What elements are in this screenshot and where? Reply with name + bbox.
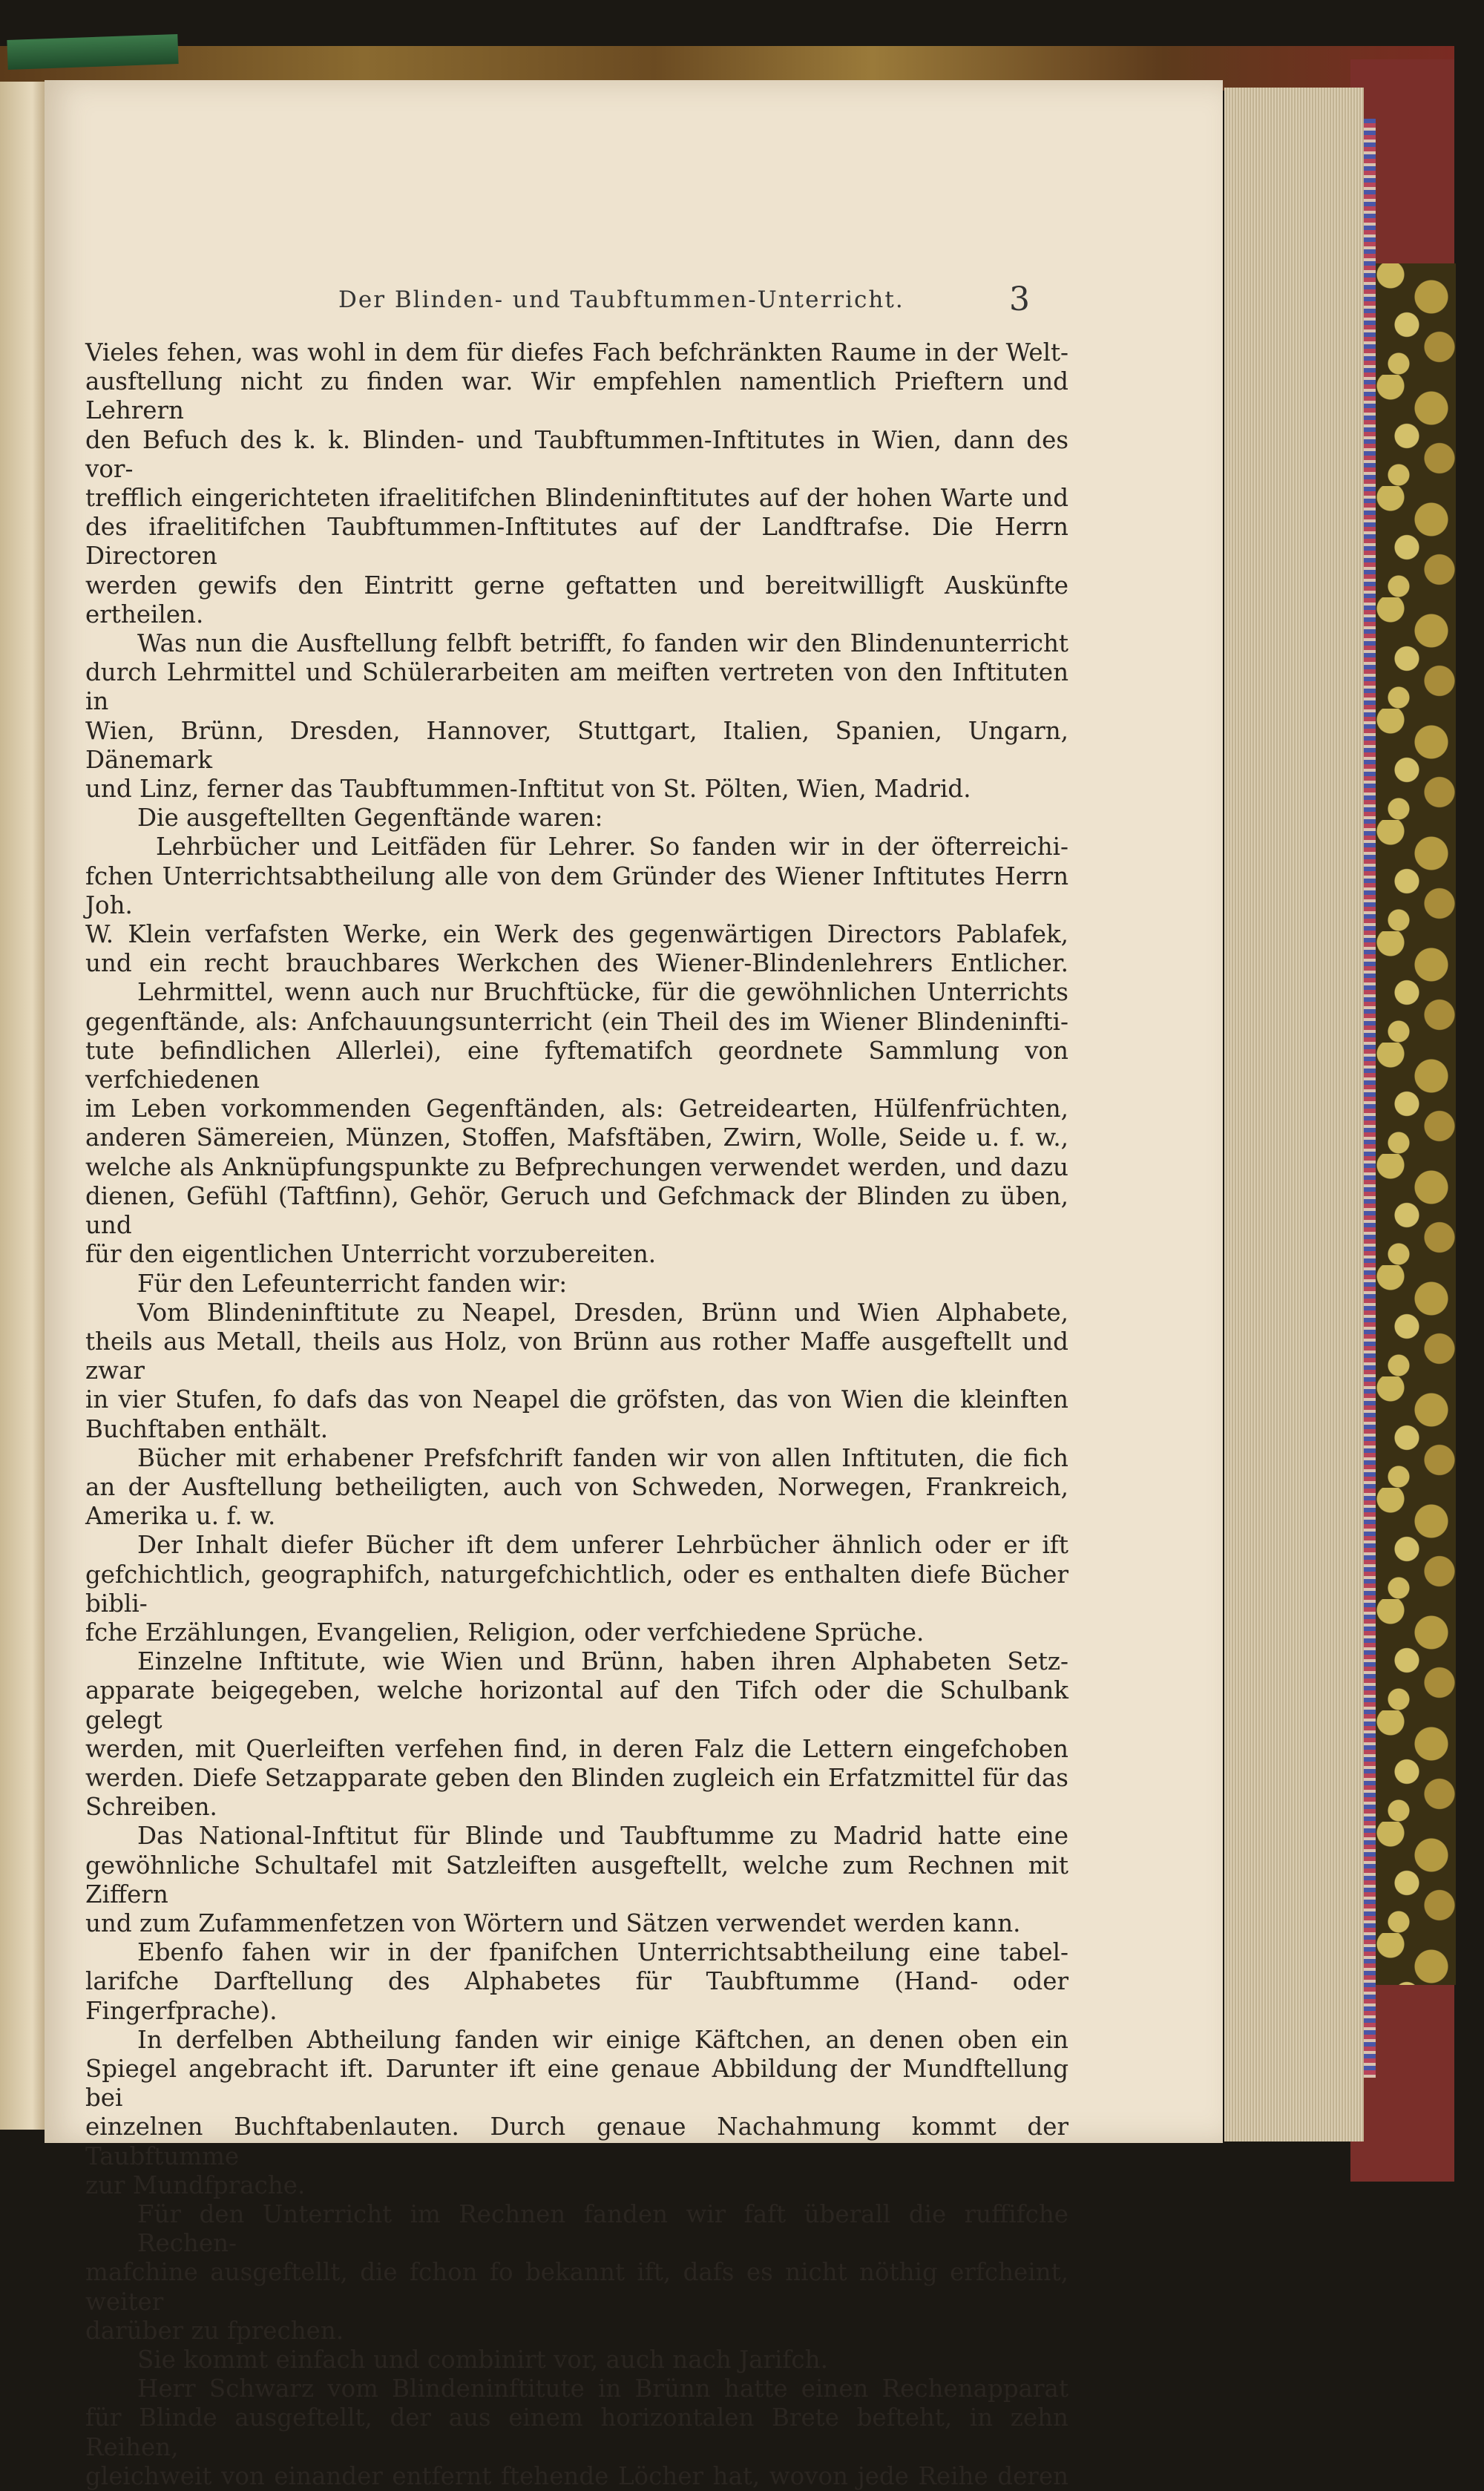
text-line: Bücher mit erhabener Prefsfchrift fanden wir von allen Inftituten, die fich bbox=[137, 1443, 1068, 1472]
page-edge-color-stripe bbox=[1362, 119, 1376, 2078]
text-line: Spiegel angebracht ift. Darunter ift eine genaue Abbildung der Mundftellung bei bbox=[85, 2054, 1068, 2113]
text-line: Buchftaben enthält. bbox=[85, 1414, 329, 1443]
text-line: und zum Zufammenfetzen von Wörtern und Sätzen verwendet werden kann. bbox=[85, 1909, 1021, 1937]
marbled-endpaper bbox=[1374, 263, 1456, 1985]
text-line: und Linz, ferner das Taubftummen-Inftitut von St. Pölten, Wien, Madrid. bbox=[85, 775, 971, 804]
text-line: Für den Unterricht im Rechnen fanden wir faft überall die ruffifche Rechen- bbox=[137, 2200, 1068, 2258]
text-line: Schreiben. bbox=[85, 1793, 217, 1822]
text-line: werden. Diefe Setzapparate geben den Blinden zugleich ein Erfatzmittel für das bbox=[85, 1763, 1068, 1792]
text-line: werden gewifs den Eintritt gerne geftatten und bereitwilligft Auskünfte ertheilen. bbox=[85, 571, 1068, 629]
left-page-edge bbox=[0, 82, 46, 2130]
text-line: durch Lehrmittel und Schülerarbeiten am meiften vertreten von den Inftituten in bbox=[85, 658, 1068, 716]
text-line: Herr Schwarz vom Blindeninftitute in Brünn hatte einen Rechenapparat bbox=[137, 2375, 1068, 2403]
text-line: welche als Anknüpfungspunkte zu Befprechungen verwendet werden, und dazu bbox=[85, 1152, 1068, 1181]
text-line: Was nun die Ausftellung felbft betrifft, fo fanden wir den Blindenunterricht bbox=[137, 629, 1068, 658]
text-line: mafchine ausgeftellt, die fchon fo bekannt ift, dafs es nicht nöthig erfcheint, weiter bbox=[85, 2258, 1068, 2316]
text-line: und ein recht brauchbares Werkchen des Wiener-Blindenlehrers Entlicher. bbox=[85, 949, 1068, 978]
text-line: gegenftände, als: Anfchauungsunterricht (ein Theil des im Wiener Blindeninfti- bbox=[85, 1007, 1068, 1036]
text-line: Die ausgeftellten Gegenftände waren: bbox=[137, 804, 603, 833]
text-line: In derfelben Abtheilung fanden wir einige Käftchen, an denen oben ein bbox=[137, 2025, 1068, 2054]
text-line: larifche Darftellung des Alphabetes für Taubftumme (Hand- oder Fingerfprache). bbox=[85, 1967, 1068, 2025]
text-line: gewöhnliche Schultafel mit Satzleiften ausgeftellt, welche zum Rechnen mit Ziffern bbox=[85, 1851, 1068, 1909]
text-line: für Blinde ausgeftellt, der aus einem horizontalen Brete befteht, in zehn Reihen, bbox=[85, 2403, 1068, 2461]
text-line: des ifraelitifchen Taubftummen-Inftitutes auf der Landftrafse. Die Herrn Directoren bbox=[85, 513, 1068, 571]
text-line: zur Mundfprache. bbox=[85, 2170, 306, 2199]
text-line: den Befuch des k. k. Blinden- und Taubftummen-Inftitutes in Wien, dann des vor- bbox=[85, 425, 1068, 483]
text-line: trefflich eingerichteten ifraelitifchen Blindeninftitutes auf der hohen Warte und bbox=[85, 484, 1068, 513]
text-line: an der Ausftellung betheiligten, auch von Schweden, Norwegen, Frankreich, bbox=[85, 1472, 1068, 1501]
body-text bbox=[85, 338, 1068, 2491]
text-line: gefchichtlich, geographifch, naturgefchichtlich, oder es enthalten diefe Bücher bibli- bbox=[85, 1560, 1068, 1618]
text-line: apparate beigegeben, welche horizontal auf den Tifch oder die Schulbank gelegt bbox=[85, 1676, 1068, 1734]
bookmark-ribbon bbox=[7, 34, 178, 70]
text-line: in vier Stufen, fo dafs das von Neapel die gröfsten, das von Wien die kleinften bbox=[85, 1385, 1068, 1414]
text-line: Ebenfo fahen wir in der fpanifchen Unterrichtsabtheilung eine tabel- bbox=[137, 1938, 1068, 1967]
text-line: Wien, Brünn, Dresden, Hannover, Stuttgart, Italien, Spanien, Ungarn, Dänemark bbox=[85, 716, 1068, 774]
text-line: dienen, Gefühl (Taftfinn), Gehör, Geruch und Gefchmack der Blinden zu üben, und bbox=[85, 1181, 1068, 1240]
text-line: Einzelne Inftitute, wie Wien und Brünn, haben ihren Alphabeten Setz- bbox=[137, 1647, 1068, 1676]
text-line: fche Erzählungen, Evangelien, Religion, oder verfchiedene Sprüche. bbox=[85, 1618, 925, 1647]
text-line: darüber zu fprechen. bbox=[85, 2316, 344, 2345]
running-title: Der Blinden- und Taubftummen-Unterricht. bbox=[338, 286, 904, 313]
text-line: werden, mit Querleiften verfehen find, in deren Falz die Lettern eingefchoben bbox=[85, 1734, 1068, 1763]
text-line: theils aus Metall, theils aus Holz, von Brünn aus rother Maffe ausgeftellt und zwar bbox=[85, 1327, 1068, 1385]
text-line: ausftellung nicht zu finden war. Wir empfehlen namentlich Prieftern und Lehrern bbox=[85, 367, 1068, 425]
text-line: Sie kommt einfach und combinirt vor, auch nach Jarifch. bbox=[137, 2346, 828, 2375]
page-number: 3 bbox=[1009, 280, 1031, 318]
text-line: Der Inhalt diefer Bücher ift dem unferer Lehrbücher ähnlich oder er ift bbox=[137, 1531, 1068, 1560]
printed-page bbox=[45, 80, 1223, 2490]
text-line: im Leben vorkommenden Gegenftänden, als: Getreidearten, Hülfenfrüchten, bbox=[85, 1094, 1068, 1123]
text-line: Das National-Inftitut für Blinde und Taubftumme zu Madrid hatte eine bbox=[137, 1822, 1068, 1851]
text-line: fchen Unterrichtsabtheilung alle von dem Gründer des Wiener Inftitutes Herrn Joh. bbox=[85, 861, 1068, 919]
text-line: gleichweit von einander entfernt ftehende Löcher hat, wovon jede Reihe deren bbox=[85, 2461, 1068, 2490]
text-line: einzelnen Buchftabenlauten. Durch genaue Nachahmung kommt der Taubftumme bbox=[85, 2113, 1068, 2170]
text-line: Lehrbücher und Leitfäden für Lehrer. So fanden wir in der öfterreichi- bbox=[156, 833, 1068, 861]
text-line: Vieles fehen, was wohl in dem für diefes Fach befchränkten Raume in der Welt- bbox=[85, 338, 1068, 367]
page-block-edges bbox=[1224, 88, 1364, 2142]
text-line: Lehrmittel, wenn auch nur Bruchftücke, für die gewöhnlichen Unterrichts bbox=[137, 978, 1068, 1007]
text-line: Für den Lefeunterricht fanden wir: bbox=[137, 1269, 568, 1298]
text-line: für den eigentlichen Unterricht vorzubereiten. bbox=[85, 1240, 657, 1269]
text-line: tute befindlichen Allerlei), eine fyftematifch geordnete Sammlung von verfchiedenen bbox=[85, 1036, 1068, 1094]
text-line: Amerika u. f. w. bbox=[85, 1502, 276, 1531]
text-line: anderen Sämereien, Münzen, Stoffen, Mafsftäben, Zwirn, Wolle, Seide u. f. w., bbox=[85, 1123, 1068, 1152]
text-line: W. Klein verfafsten Werke, ein Werk des gegenwärtigen Directors Pablafek, bbox=[85, 920, 1068, 949]
text-line: Vom Blindeninftitute zu Neapel, Dresden, Brünn und Wien Alphabete, bbox=[137, 1298, 1068, 1327]
